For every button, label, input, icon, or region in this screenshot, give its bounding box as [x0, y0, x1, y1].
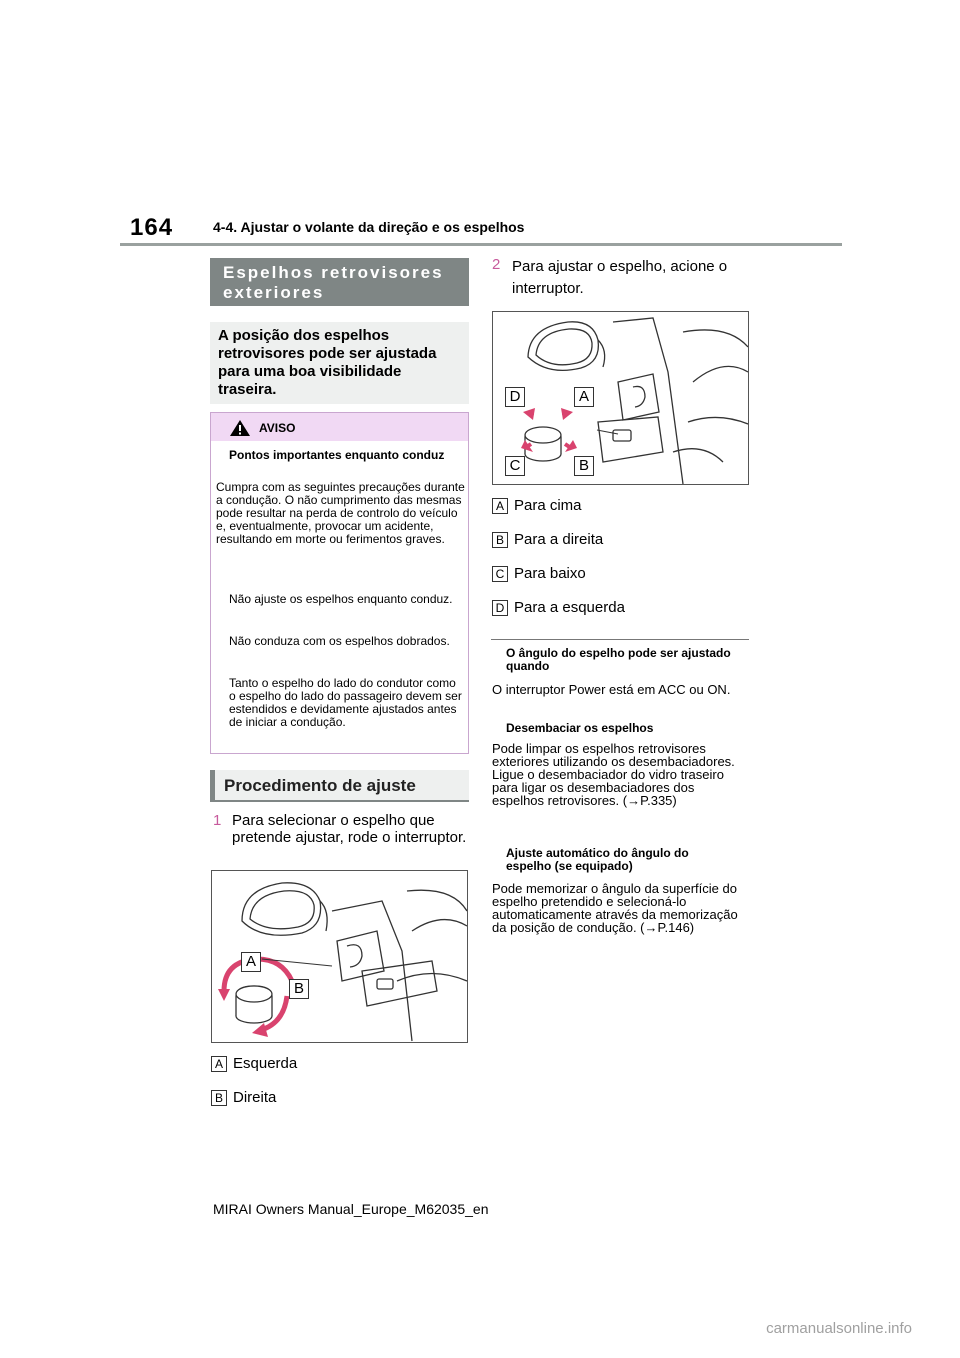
chapter-title: 4-4. Ajustar o volante da direção e os espelhos — [213, 219, 525, 235]
step-number: 2 — [492, 256, 501, 273]
legend-key: A — [211, 1056, 227, 1072]
note-body: Pode memorizar o ângulo da superfície do espelho pretendido e selecioná-lo automaticamente através da memorização da posição de condução. (→P.146) — [492, 881, 738, 935]
step-2-text: Para ajustar o espelho, acione o interruptor. — [512, 258, 728, 297]
note-heading: Ajuste automático do ângulo do espelho (se equipado) — [506, 846, 689, 873]
warning-item: Tanto o espelho do lado do condutor como o espelho do lado do passageiro devem ser estendidos e devidamente ajustados antes de iniciar a condução. — [229, 676, 462, 729]
figure-select-mirror — [211, 870, 468, 1043]
warning-body: Cumpra com as seguintes precauções durante a condução. O não cumprimento das mesmas pode resultar na perda de controlo do veículo e, eventualmente, provocar um acidente, resultando em morte ou ferimentos graves. — [216, 480, 465, 546]
legend-text: Para a direita — [514, 531, 604, 548]
warning-title: AVISO — [259, 421, 296, 435]
section-heading-mirrors: Espelhos retrovisores exteriores — [210, 258, 469, 306]
legend-item — [492, 599, 625, 616]
step-1-text: Para selecionar o espelho que pretende ajustar, rode o interruptor. — [232, 812, 467, 846]
page-number: 164 — [130, 214, 174, 241]
figure-label: C — [505, 456, 525, 476]
legend-item — [492, 497, 582, 514]
mirror-switch-illustration — [493, 312, 748, 484]
legend-key: D — [492, 600, 508, 616]
header-rule — [120, 243, 842, 246]
legend-text: Esquerda — [233, 1055, 298, 1072]
section-heading-procedure: Procedimento de ajuste — [210, 770, 469, 802]
legend-key: B — [492, 532, 508, 548]
legend-item — [211, 1089, 276, 1106]
warning-item: Não conduza com os espelhos dobrados. — [229, 634, 450, 648]
legend-text: Para baixo — [514, 565, 586, 582]
figure-label: A — [574, 387, 594, 407]
legend-text: Direita — [233, 1089, 277, 1106]
legend-text: Para a esquerda — [514, 599, 625, 616]
legend-item — [211, 1055, 297, 1072]
step-number: 1 — [213, 812, 222, 829]
legend-key: A — [492, 498, 508, 514]
legend-key: C — [492, 566, 508, 582]
footer: MIRAI Owners Manual_Europe_M62035_en — [213, 1201, 489, 1217]
legend-item — [492, 531, 603, 548]
note-heading: Desembaciar os espelhos — [506, 721, 654, 735]
notes-divider — [491, 639, 749, 640]
note-heading: O ângulo do espelho pode ser ajustado quando — [506, 646, 731, 673]
warning-item: Não ajuste os espelhos enquanto conduz. — [229, 592, 453, 606]
section-intro: A posição dos espelhos retrovisores pode ser ajustada para uma boa visibilidade traseira. — [210, 322, 469, 404]
figure-label: D — [505, 387, 525, 407]
legend-item — [492, 565, 586, 582]
figure-label: B — [574, 456, 594, 476]
figure-adjust-mirror — [492, 311, 749, 485]
warning-box — [210, 412, 469, 754]
legend-text: Para cima — [514, 497, 582, 514]
legend-key: B — [211, 1090, 227, 1106]
warning-subtitle: Pontos importantes enquanto conduz — [229, 448, 445, 462]
note-body: O interruptor Power está em ACC ou ON. — [492, 682, 731, 697]
warning-icon — [229, 419, 251, 437]
watermark: carmanualsonline.info — [766, 1320, 912, 1337]
figure-label: B — [289, 979, 309, 999]
figure-label: A — [241, 952, 261, 972]
note-body: Pode limpar os espelhos retrovisores exteriores utilizando os desembaciadores. Ligue o desembaciador do vidro traseiro para ligar os desembaciadores dos espelhos retrovisores. (→P.335) — [492, 741, 735, 808]
